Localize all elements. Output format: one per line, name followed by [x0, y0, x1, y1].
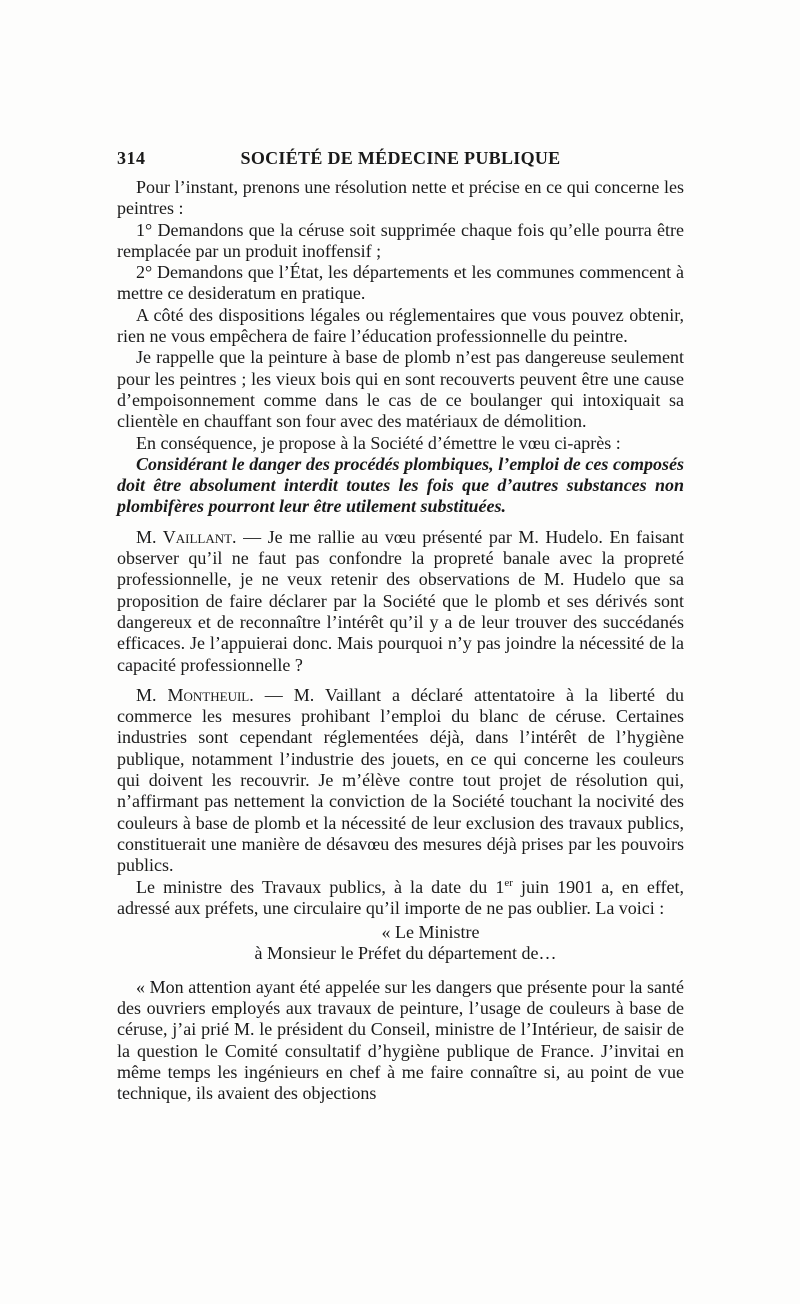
- speaker-text: — M. Vaillant a déclaré attentatoire à la liberté du commerce les mesures prohibant l’emploi du blanc de céruse. Certaines industries sont cependant réglementées déjà, dans l’intérêt de l’hygiène publique, notamment l’industrie des jouets, en ce qui concerne les couleurs qui doivent les recouvrir. Je m’élève contre tout projet de résolution qui, n’affirmant pas nettement la conviction de la Société touchant la nocivité des couleurs à base de plomb et la nécessité de leur exclusion des travaux publics, constituerait une manière de désavœu des mesures déjà prises par les pouvoirs publics.: [117, 684, 684, 876]
- running-title: SOCIÉTÉ DE MÉDECINE PUBLIQUE: [240, 148, 561, 168]
- letter-sender: « Le Ministre: [381, 922, 480, 943]
- page-header: [117, 146, 684, 170]
- ordinal-superscript: er: [504, 876, 513, 889]
- speaker-name: M. Montheuil.: [136, 684, 254, 705]
- speaker-paragraph: [117, 527, 684, 676]
- speaker-text: — Je me rallie au vœu présenté par M. Hudelo. En faisant observer qu’il ne faut pas confondre la propreté banale avec la propreté professionnelle, je ne veux retenir des observations de M. Hudelo que sa proposition de faire déclarer par la Société que le plomb et ses dérivés sont dangereux et de reconnaître l’intérêt qu’il y a de leur trouver des succédanés efficaces. Je l’appuierai donc. Mais pourquoi n’y pas joindre la nécessité de la capacité professionnelle ?: [117, 526, 684, 675]
- speaker-paragraph: [117, 685, 684, 877]
- proposed-resolution: Considérant le danger des procédés plombiques, l’emploi de ces composés doit être absolument interdit toutes les fois que d’autres substances non plombifères pourront leur être utilement substituées.: [117, 453, 684, 517]
- paragraph: A côté des dispositions légales ou réglementaires que vous pouvez obtenir, rien ne vous empêchera de faire l’éducation professionnelle du peintre.: [117, 304, 684, 347]
- paragraph: Je rappelle que la peinture à base de plomb n’est pas dangereuse seulement pour les peintres ; les vieux bois qui en sont recouverts peuvent être une cause d’empoisonnement comme dans le cas de ce boulanger qui intoxiquait sa clientèle en chauffant son four avec des matériaux de démolition.: [117, 347, 684, 432]
- quoted-letter: « Mon attention ayant été appelée sur les dangers que présente pour la santé des ouvriers employés aux travaux de peinture, l’usage de couleurs à base de céruse, j’ai prié M. le président du Conseil, ministre de l’Intérieur, de saisir de la question le Comité consultatif d’hygiène publique de France. J’invitai en même temps les ingénieurs en chef à me faire connaître si, au point de vue technique, ils avaient des objections: [117, 976, 684, 1104]
- paragraph: En conséquence, je propose à la Société d’émettre le vœu ci-après :: [136, 432, 621, 453]
- paragraph: 1° Demandons que la céruse soit supprimée chaque fois qu’elle pourra être remplacée par un produit inoffensif ;: [117, 219, 684, 261]
- paragraph: Pour l’instant, prenons une résolution nette et précise en ce qui concerne les peintres :: [117, 177, 684, 219]
- page-number: 314: [117, 148, 146, 168]
- body-text: [117, 177, 684, 1104]
- paragraph: 2° Demandons que l’État, les départements et les communes commencent à mettre ce desideratum en pratique.: [117, 262, 684, 304]
- speaker-name: M. Vaillant.: [136, 526, 237, 547]
- paragraph: [117, 877, 684, 920]
- paragraph-text: Le ministre des Travaux publics, à la date du 1: [136, 876, 505, 897]
- paragraph-text: juin 1901 a, en effet, adressé aux préfets, une circulaire qu’il importe de ne pas oublier. La voici :: [117, 876, 685, 918]
- letter-addressee: à Monsieur le Préfet du département de…: [254, 943, 557, 964]
